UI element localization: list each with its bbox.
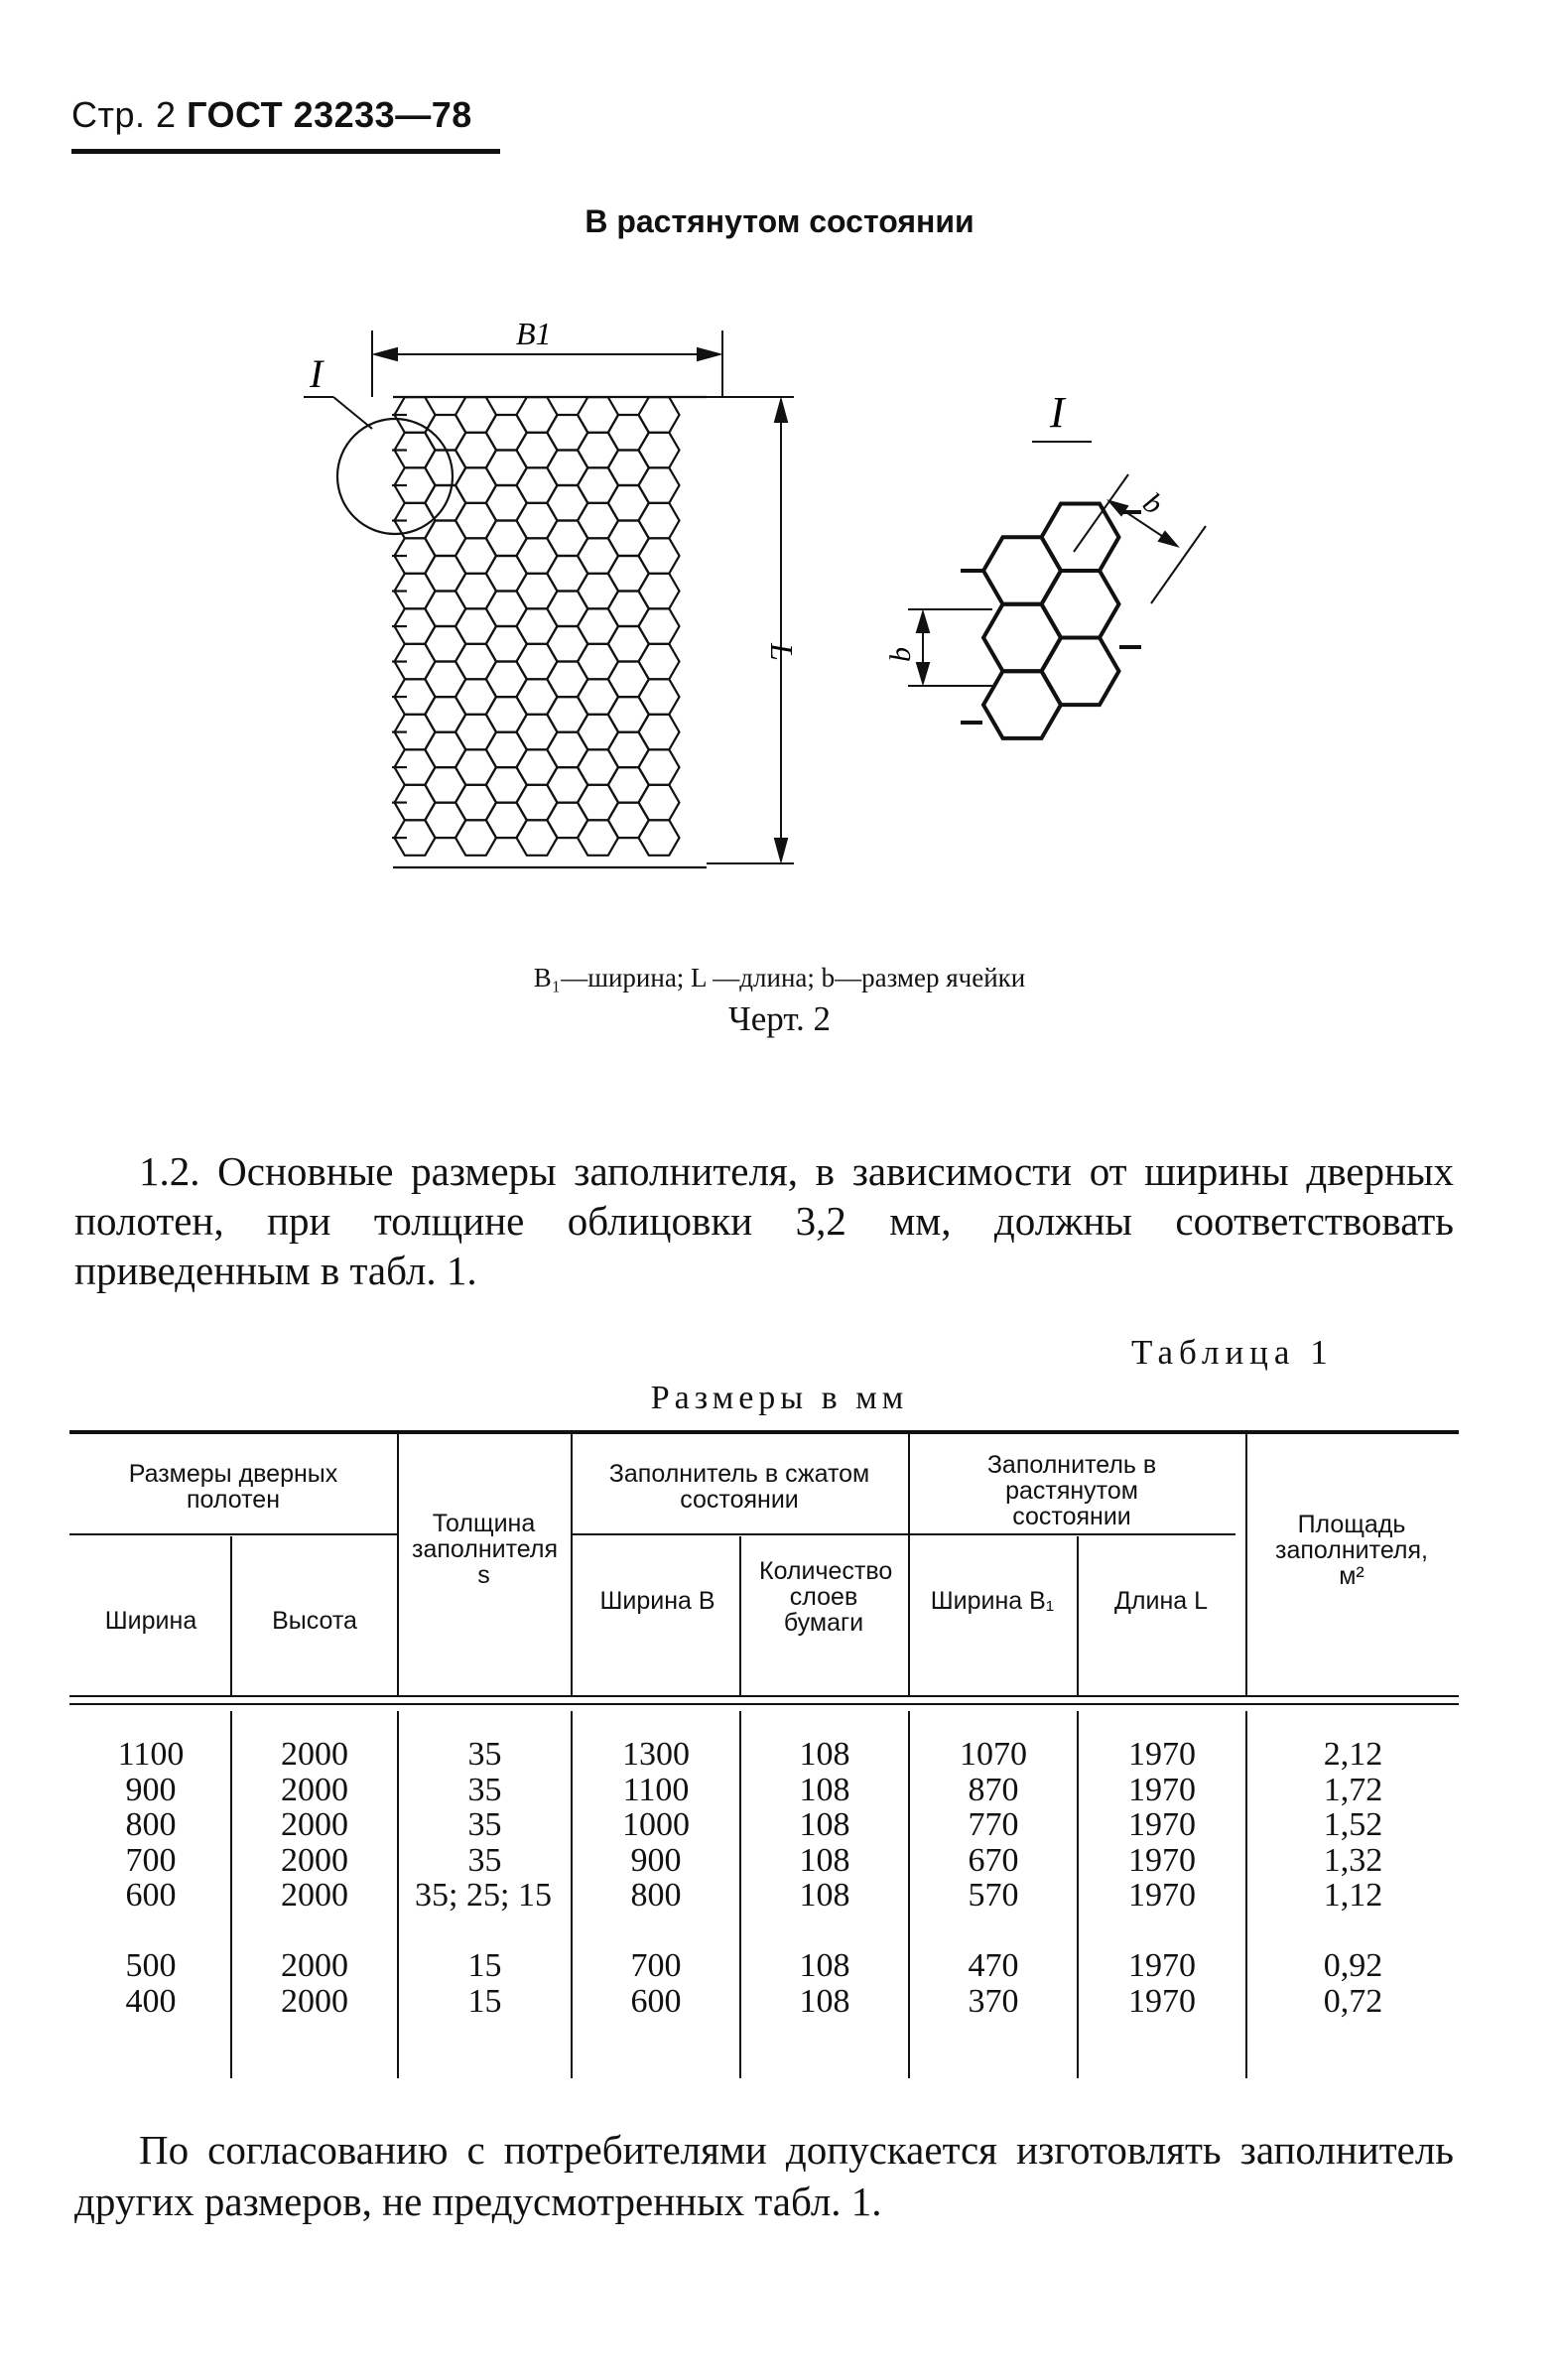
table-cell: 108 — [799, 1877, 850, 1914]
table-cell: 0,72 — [1323, 1982, 1383, 2020]
honeycomb-cell — [639, 574, 680, 609]
table-cell: 600 — [630, 1982, 682, 2020]
th-door-sizes: Размеры дверных полотен — [128, 1460, 338, 1514]
detail-mark: I — [1050, 388, 1065, 437]
table-cell: 2,12 — [1323, 1736, 1383, 1773]
honeycomb-cell — [639, 397, 680, 433]
table-cell: 1970 — [1128, 1806, 1196, 1843]
table-cell: 15 — [467, 1947, 502, 1984]
standard-number: ГОСТ 23233—78 — [187, 94, 472, 135]
table-cell: 1970 — [1128, 1877, 1196, 1914]
length-mark: L — [764, 643, 800, 661]
table-cell: 35 — [467, 1841, 502, 1879]
table-cell: 670 — [968, 1841, 1019, 1879]
table-cell: 700 — [125, 1841, 177, 1879]
figure-caption: B₁—ширина; L —длина; b—размер ячейки — [533, 963, 1026, 992]
vline-5h — [908, 1434, 910, 1695]
table-cell: 1100 — [117, 1736, 185, 1773]
honeycomb-cell — [639, 749, 680, 785]
width-mark: B1 — [516, 316, 552, 351]
th-compressed: Заполнитель в сжатом состоянии — [608, 1460, 870, 1514]
table-cell: 1000 — [622, 1806, 690, 1843]
honeycomb-cell — [639, 467, 680, 503]
table-label: Таблица 1 — [1131, 1333, 1334, 1372]
table-cell: 470 — [968, 1947, 1019, 1984]
th-layers: Количество слоев бумаги — [759, 1557, 893, 1637]
table-cell: 1,32 — [1323, 1841, 1383, 1879]
honeycomb-cell — [639, 644, 680, 680]
honeycomb-cell — [639, 433, 680, 468]
table-cell: 108 — [799, 1736, 850, 1773]
table-cell: 400 — [125, 1982, 177, 2020]
table-cell: 2000 — [281, 1877, 348, 1914]
th-area: Площадь заполнителя, м² — [1275, 1511, 1428, 1590]
table-cell: 1,52 — [1323, 1806, 1383, 1843]
table-cell: 108 — [799, 1771, 850, 1808]
table-cell: 35; 25; 15 — [415, 1877, 552, 1914]
length-dimension — [707, 397, 794, 863]
th-thickness: Толщина заполнителя s — [412, 1510, 558, 1589]
table-cell: 800 — [125, 1806, 177, 1843]
table-cell: 15 — [467, 1982, 502, 2020]
table-cell: 500 — [125, 1947, 177, 1984]
table-cell: 900 — [630, 1841, 682, 1879]
table-cell: 35 — [467, 1736, 502, 1773]
honeycomb-cell — [639, 538, 680, 574]
th-stretched: Заполнитель в растянутом состоянии — [986, 1451, 1157, 1530]
page-number: Стр. 2 — [71, 94, 177, 135]
table-cell: 900 — [125, 1771, 177, 1808]
table-top-rule — [69, 1430, 1459, 1434]
table-cell: 0,92 — [1323, 1947, 1383, 1984]
table-cell: 1300 — [622, 1736, 690, 1773]
table-cell: 2000 — [281, 1736, 348, 1773]
table-cell: 770 — [968, 1806, 1019, 1843]
detail-circle — [337, 419, 453, 534]
honeycomb-sheet — [392, 397, 707, 867]
figure-label: Черт. 2 — [728, 999, 831, 1038]
table-cell: 1,72 — [1323, 1771, 1383, 1808]
honeycomb-cell — [639, 715, 680, 750]
compressed-subheader-rule — [571, 1533, 908, 1535]
table-cell: 2000 — [281, 1982, 348, 2020]
honeycomb-cell — [1042, 638, 1119, 706]
honeycomb-cell — [1042, 571, 1119, 638]
table-cell: 1070 — [960, 1736, 1027, 1773]
table-cell: 870 — [968, 1771, 1019, 1808]
vline-2h — [397, 1434, 399, 1695]
note-paragraph: По согласованию с потребителями допускается изготовлять заполнитель других размеров, не предусмотренных табл. 1. — [74, 2127, 1454, 2224]
honeycomb-cell — [1042, 504, 1119, 572]
table-cell: 108 — [799, 1947, 850, 1984]
stretched-subheader-rule — [908, 1533, 1235, 1535]
table-cell: 700 — [630, 1947, 682, 1984]
table-cell: 1100 — [622, 1771, 690, 1808]
table-cell: 1,12 — [1323, 1877, 1383, 1914]
door-subheader-rule — [69, 1533, 397, 1535]
th-str-length: Длина L — [1113, 1587, 1209, 1615]
table-cell: 108 — [799, 1806, 850, 1843]
cell-vertical-dimension — [908, 609, 992, 686]
vline-7h — [1245, 1434, 1247, 1695]
table-cell: 35 — [467, 1771, 502, 1808]
honeycomb-cell — [639, 503, 680, 539]
th-width: Ширина — [104, 1607, 197, 1635]
table-cell: 108 — [799, 1841, 850, 1879]
detail-mark-sheet: I — [310, 351, 324, 396]
table-cell: 1970 — [1128, 1947, 1196, 1984]
th-height: Высота — [272, 1607, 357, 1635]
vline-4h — [739, 1536, 741, 1695]
honeycomb-cell — [639, 820, 680, 856]
honeycomb-cell — [639, 608, 680, 644]
table-cell: 800 — [630, 1877, 682, 1914]
table-units: Размеры в мм — [650, 1380, 909, 1416]
section-title: В растянутом состоянии — [585, 203, 974, 239]
table-header-rule-1 — [69, 1695, 1459, 1697]
table-cell: 1970 — [1128, 1736, 1196, 1773]
table-cell: 1970 — [1128, 1841, 1196, 1879]
th-str-width: Ширина B₁ — [930, 1587, 1055, 1615]
table-cell: 1970 — [1128, 1771, 1196, 1808]
vline-3h — [571, 1434, 573, 1695]
table-cell: 35 — [467, 1806, 502, 1843]
paragraph-1-2: 1.2. Основные размеры заполнителя, в зависимости от ширины дверных полотен, при толщине облицовки 3,2 мм, должны соответствовать приведенным в табл. 1. — [74, 1148, 1454, 1293]
table-cell: 2000 — [281, 1947, 348, 1984]
honeycomb-detail — [961, 504, 1141, 738]
table-cell: 1970 — [1128, 1982, 1196, 2020]
table-cell: 570 — [968, 1877, 1019, 1914]
table-cell: 370 — [968, 1982, 1019, 2020]
cell-diagonal-dimension — [1074, 474, 1206, 603]
cell-mark-diagonal: b — [1136, 486, 1170, 522]
table-cell: 2000 — [281, 1806, 348, 1843]
vline-6h — [1077, 1536, 1079, 1695]
honeycomb-cell — [639, 679, 680, 715]
honeycomb-drawing — [0, 0, 1559, 953]
table-cell: 2000 — [281, 1841, 348, 1879]
table-cell: 600 — [125, 1877, 177, 1914]
table-cell: 108 — [799, 1982, 850, 2020]
table-header-rule-2 — [69, 1703, 1459, 1705]
th-comp-width: Ширина B — [599, 1587, 715, 1615]
table-cell: 2000 — [281, 1771, 348, 1808]
cell-mark-vertical: b — [884, 647, 917, 662]
honeycomb-cell — [639, 785, 680, 821]
